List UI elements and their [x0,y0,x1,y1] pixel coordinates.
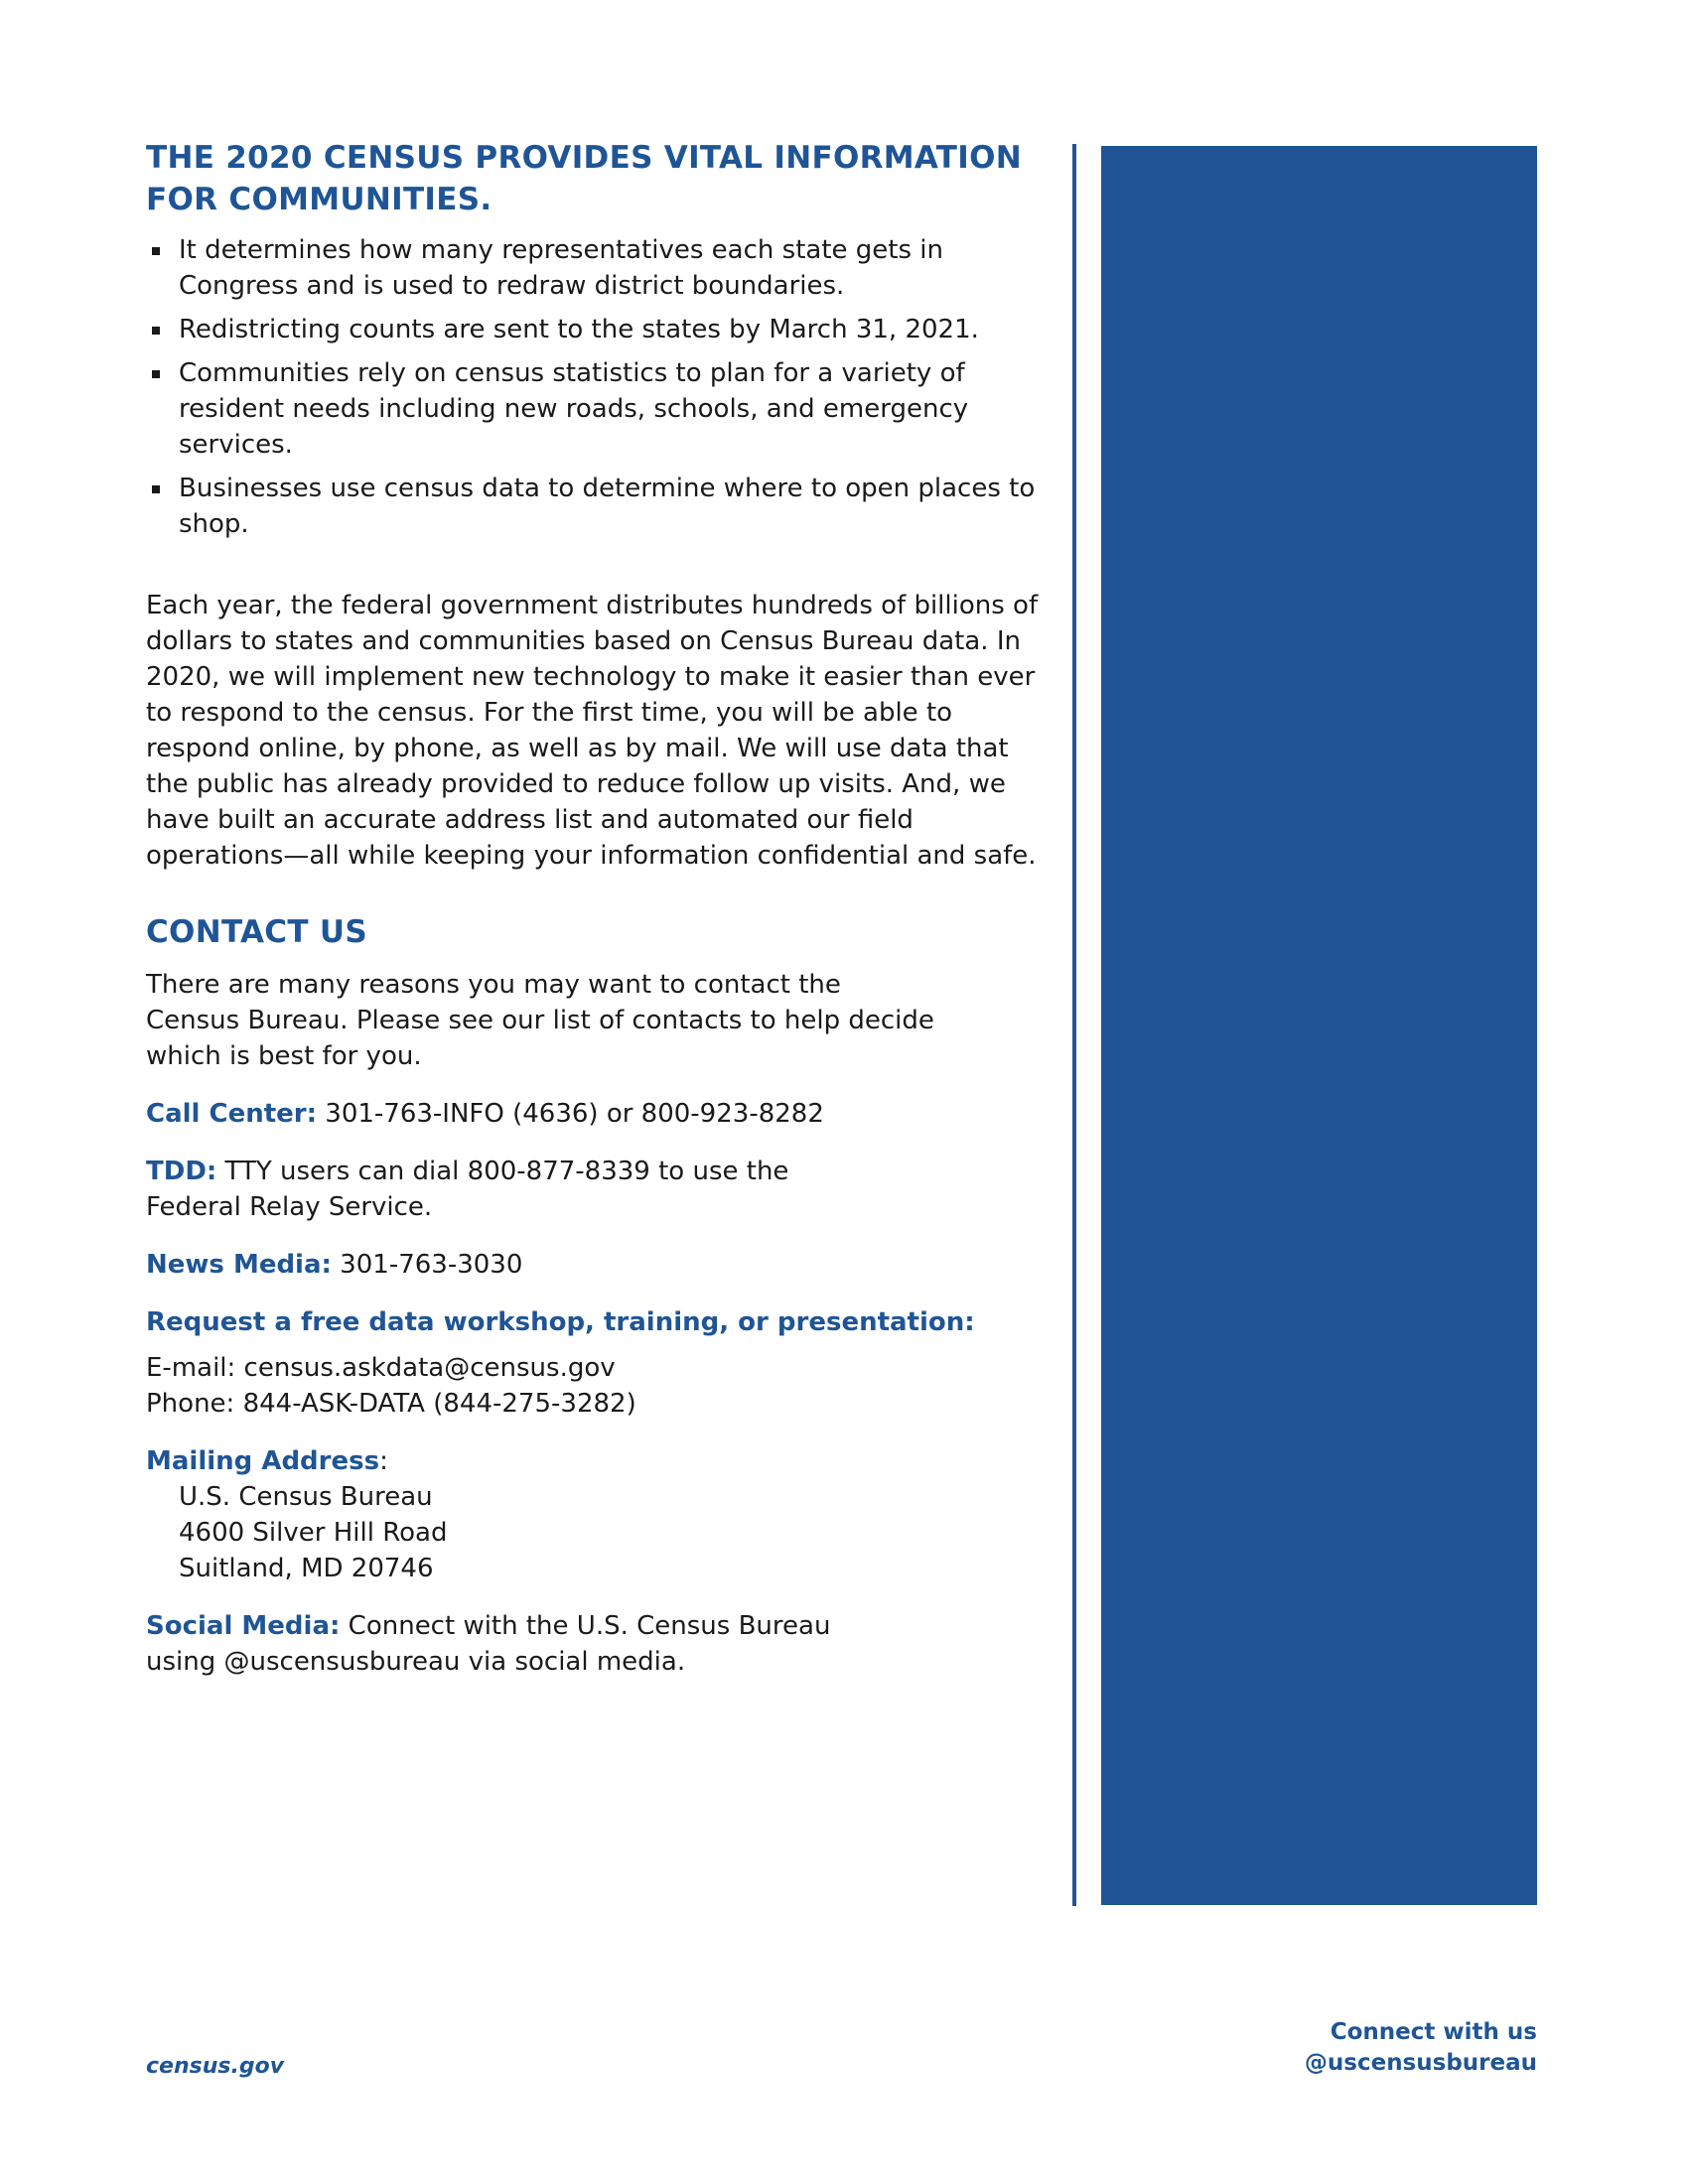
mailing-address-label: Mailing Address [146,1446,380,1476]
footer-website-link[interactable]: census.gov [146,2054,285,2079]
mailing-address-colon: : [379,1446,388,1476]
workshop-phone: Phone: 844-ASK-DATA (844-275-3282) [146,1389,636,1419]
address-line: Suitland, MD 20746 [179,1554,434,1583]
news-media-value: 301-763-3030 [331,1250,523,1280]
bullet-text: Businesses use census data to determine where to open places to shop. [179,474,1036,539]
main-content [146,137,1040,1680]
tdd-value: TTY users can dial 800-877-8339 to use the Federal Relay Service. [146,1157,789,1222]
workshop-label: Request a free data workshop, training, or presentation: [146,1307,975,1337]
section-heading: THE 2020 CENSUS PROVIDES VITAL INFORMATION FOR COMMUNITIES. [146,140,1022,217]
address-line: U.S. Census Bureau [179,1482,433,1512]
contact-intro: There are many reasons you may want to contact the Census Bureau. Please see our list of contacts to help decide which is best for you. [146,970,934,1071]
social-media-entry [146,1608,881,1680]
list-item [146,232,1040,304]
bullet-square-icon [152,327,160,335]
social-media-value: Connect with the U.S. Census Bureau using @uscensusbureau via social media. [146,1611,831,1677]
bullet-list [146,232,1040,542]
body-paragraph: Each year, the federal government distributes hundreds of billions of dollars to states and communities based on Census Bureau data. In 2020, we will implement new technology to make it easier than ever to respond to the census. For the first time, you will be able to respond online, by phone, as well as by mail. We will use data that the public has already provided to reduce follow up visits. And, we have built an accurate address list and automated our field operations—all while keeping your information confidential and safe. [146,591,1039,871]
bullet-square-icon [152,485,160,493]
call-center-value: 301-763-INFO (4636) or 800-923-8282 [317,1099,824,1129]
address-line: 4600 Silver Hill Road [179,1518,448,1548]
list-item [146,312,1040,347]
tdd-entry [146,1154,861,1225]
list-item [146,355,1040,463]
list-item [146,471,1040,542]
social-media-label: Social Media: [146,1611,341,1641]
bullet-square-icon [152,247,160,255]
vertical-divider [1072,144,1076,1906]
connect-label: Connect with us [1330,2019,1537,2045]
contact-heading: CONTACT US [146,914,367,950]
news-media-label: News Media: [146,1250,332,1280]
bullet-text: It determines how many representatives each state gets in Congress and is used to redraw district boundaries. [179,235,943,301]
bullet-square-icon [152,370,160,378]
call-center-label: Call Center: [146,1099,318,1129]
social-handle-link[interactable]: @uscensusbureau [1304,2050,1537,2076]
workshop-email[interactable]: E-mail: census.askdata@census.gov [146,1353,616,1383]
workshop-entry [146,1304,1040,1422]
blue-side-panel [1101,146,1537,1905]
bullet-text: Communities rely on census statistics to plan for a variety of resident needs including new roads, schools, and emergency services. [179,358,969,460]
footer-connect [1305,2017,1537,2079]
news-media-entry [146,1247,1040,1283]
tdd-label: TDD: [146,1157,217,1186]
bullet-text: Redistricting counts are sent to the states by March 31, 2021. [179,315,979,344]
mailing-address-entry [146,1443,1040,1586]
call-center-entry [146,1096,1040,1132]
